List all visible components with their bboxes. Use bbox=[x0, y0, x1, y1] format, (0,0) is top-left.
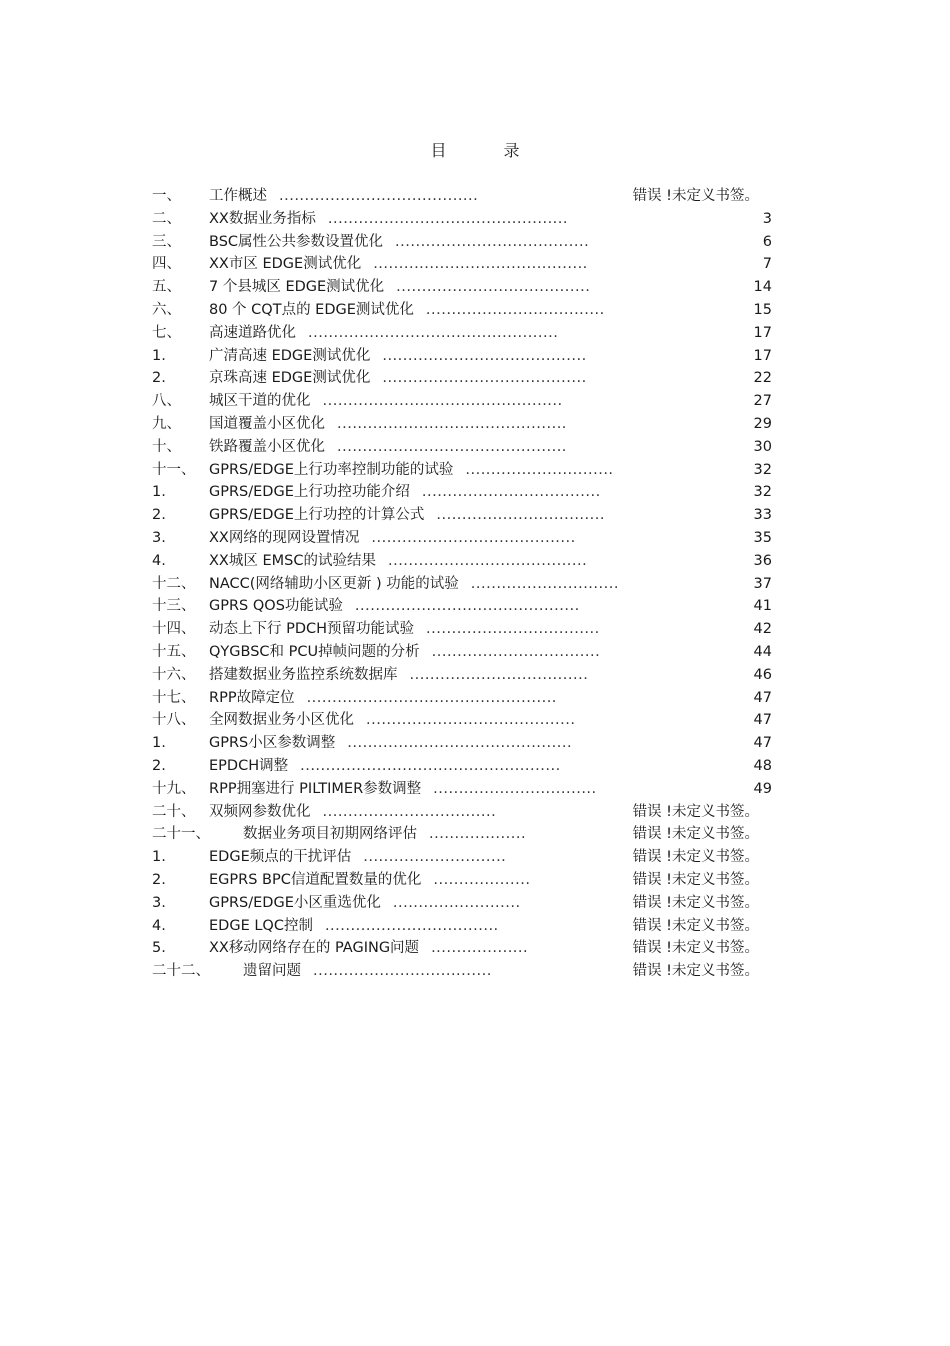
toc-entry[interactable] bbox=[152, 846, 772, 869]
toc-entry[interactable] bbox=[152, 937, 772, 960]
toc-entry-title: QYGBSC和 PCU掉帧问题的分析 bbox=[209, 643, 420, 660]
toc-entry-title-group bbox=[209, 755, 561, 778]
toc-leader-dots: ................................. bbox=[436, 507, 605, 524]
toc-entry-title: XX移动网络存在的 PAGING问题 bbox=[209, 940, 420, 957]
toc-leader-dots: ............................ bbox=[363, 849, 507, 866]
toc-leader-dots: ....................................... bbox=[279, 188, 479, 204]
toc-leader-dots: ............................................ bbox=[347, 735, 573, 752]
toc-entry-title-group bbox=[209, 709, 575, 732]
toc-entry[interactable] bbox=[152, 276, 772, 299]
toc-entry[interactable] bbox=[152, 823, 772, 846]
toc-leader-dots: ......................................... bbox=[366, 712, 576, 729]
toc-entry-number: 六、 bbox=[152, 301, 181, 318]
toc-entry-number: 1. bbox=[152, 484, 166, 501]
toc-entry-number: 十一、 bbox=[152, 461, 196, 478]
toc-leader-dots: .................................. bbox=[324, 917, 499, 934]
toc-entry-title-group bbox=[209, 231, 589, 254]
toc-entry-number: 四、 bbox=[152, 256, 181, 273]
toc-entry[interactable] bbox=[152, 664, 772, 687]
toc-entry-title: GPRS/EDGE小区重选优化 bbox=[209, 894, 381, 911]
toc-entry-page: 47 bbox=[753, 689, 772, 706]
toc-entry[interactable] bbox=[152, 595, 772, 618]
toc-entry-number: 1. bbox=[152, 347, 166, 364]
toc-leader-dots: ........................................ bbox=[382, 370, 587, 387]
toc-entry-number: 七、 bbox=[152, 324, 181, 341]
table-of-contents bbox=[152, 185, 772, 983]
toc-entry-number: 5. bbox=[152, 940, 166, 957]
toc-entry-page: 错误 !未定义书签。 bbox=[632, 826, 759, 843]
toc-entry-title-group bbox=[209, 413, 567, 436]
toc-entry-title: EPDCH调整 bbox=[209, 757, 289, 774]
toc-entry[interactable] bbox=[152, 390, 772, 413]
toc-entry[interactable] bbox=[152, 778, 772, 801]
toc-entry[interactable] bbox=[152, 208, 772, 231]
toc-entry-number: 十七、 bbox=[152, 689, 196, 706]
toc-entry-title-group bbox=[209, 390, 563, 413]
toc-entry-number: 3. bbox=[152, 529, 166, 546]
toc-entry-title-group bbox=[209, 687, 557, 710]
toc-entry-number: 二十、 bbox=[152, 803, 196, 820]
toc-entry-title-group bbox=[243, 823, 526, 846]
toc-leader-dots: ................................... bbox=[313, 963, 492, 980]
toc-leader-dots: ............................................. bbox=[337, 438, 567, 455]
toc-entry-title-group bbox=[209, 801, 496, 824]
toc-entry-page: 47 bbox=[753, 712, 772, 729]
toc-title: 目 录 bbox=[430, 141, 546, 160]
toc-leader-dots: ............................................... bbox=[327, 210, 569, 227]
toc-leader-dots: ................................. bbox=[431, 643, 601, 660]
toc-entry-page: 错误 !未定义书签。 bbox=[632, 940, 759, 957]
toc-entry[interactable] bbox=[152, 618, 772, 641]
toc-entry-title: 城区干道的优化 bbox=[209, 393, 311, 410]
toc-entry[interactable] bbox=[152, 322, 772, 345]
toc-leader-dots: ............................. bbox=[470, 575, 619, 592]
toc-entry-title-group bbox=[209, 869, 530, 892]
toc-leader-dots: ........................................ bbox=[371, 529, 576, 546]
toc-entry-number: 十二、 bbox=[152, 575, 196, 592]
toc-entry-page: 错误 !未定义书签。 bbox=[632, 188, 759, 204]
toc-entry-number: 二、 bbox=[152, 210, 181, 227]
toc-leader-dots: ................................................. bbox=[308, 324, 559, 341]
toc-entry[interactable] bbox=[152, 573, 772, 596]
toc-entry-page: 48 bbox=[753, 757, 772, 774]
toc-entry-title: 铁路覆盖小区优化 bbox=[209, 438, 325, 455]
toc-entry-number: 1. bbox=[152, 849, 166, 866]
toc-entry-number: 2. bbox=[152, 757, 166, 774]
toc-entry-title: RPP拥塞进行 PILTIMER参数调整 bbox=[209, 780, 422, 797]
toc-entry[interactable] bbox=[152, 960, 772, 983]
toc-entry-title: BSC属性公共参数设置优化 bbox=[209, 233, 384, 250]
toc-entry-page: 错误 !未定义书签。 bbox=[632, 917, 759, 934]
toc-entry-number: 十六、 bbox=[152, 666, 196, 683]
toc-entry-page: 32 bbox=[753, 461, 772, 478]
toc-entry[interactable] bbox=[152, 892, 772, 915]
toc-entry[interactable] bbox=[152, 709, 772, 732]
toc-leader-dots: ................... bbox=[433, 871, 531, 888]
toc-entry[interactable] bbox=[152, 755, 772, 778]
toc-entry[interactable] bbox=[152, 504, 772, 527]
toc-entry-number: 一、 bbox=[152, 188, 181, 204]
toc-entry-page: 37 bbox=[753, 575, 772, 592]
toc-entry[interactable] bbox=[152, 185, 772, 208]
toc-leader-dots: ............................. bbox=[465, 461, 614, 478]
toc-entry-page: 41 bbox=[753, 598, 772, 615]
toc-entry-page: 6 bbox=[762, 233, 772, 250]
toc-entry-number: 二十二、 bbox=[152, 963, 210, 980]
toc-entry-title-group bbox=[209, 299, 605, 322]
toc-entry-number: 九、 bbox=[152, 415, 181, 432]
toc-entry-page: 36 bbox=[753, 552, 772, 569]
toc-leader-dots: ................................ bbox=[433, 780, 597, 797]
toc-entry-page: 44 bbox=[753, 643, 772, 660]
toc-entry-title-group bbox=[209, 892, 521, 915]
toc-entry-page: 22 bbox=[753, 370, 772, 387]
toc-entry-number: 三、 bbox=[152, 233, 181, 250]
toc-entry-page: 错误 !未定义书签。 bbox=[632, 894, 759, 911]
toc-entry-title: 广清高速 EDGE测试优化 bbox=[209, 347, 371, 364]
toc-entry-page: 15 bbox=[753, 301, 772, 318]
toc-entry-title: 京珠高速 EDGE测试优化 bbox=[209, 370, 371, 387]
toc-entry-title-group bbox=[209, 550, 587, 573]
toc-entry-title: GPRS/EDGE上行功控功能介绍 bbox=[209, 484, 410, 501]
toc-entry-title: GPRS小区参数调整 bbox=[209, 735, 336, 752]
toc-entry-page: 7 bbox=[762, 256, 772, 273]
toc-leader-dots: ............................................ bbox=[354, 598, 580, 615]
toc-entry[interactable] bbox=[152, 299, 772, 322]
toc-entry-title-group bbox=[209, 846, 506, 869]
toc-entry-number: 2. bbox=[152, 871, 166, 888]
toc-entry-title: XX城区 EMSC的试验结果 bbox=[209, 552, 376, 569]
toc-leader-dots: ............................................... bbox=[322, 393, 563, 410]
toc-entry[interactable] bbox=[152, 436, 772, 459]
toc-entry-title: 工作概述 bbox=[209, 188, 267, 204]
toc-entry-number: 十五、 bbox=[152, 643, 196, 660]
toc-leader-dots: ......................... bbox=[392, 894, 521, 911]
toc-entry-number: 二十一、 bbox=[152, 826, 210, 843]
toc-leader-dots: ....................................... bbox=[387, 552, 588, 569]
toc-entry-title-group bbox=[209, 481, 601, 504]
toc-leader-dots: .................................. bbox=[426, 621, 600, 638]
toc-entry-number: 十九、 bbox=[152, 780, 196, 797]
toc-entry-number: 五、 bbox=[152, 279, 181, 296]
toc-entry-page: 33 bbox=[753, 507, 772, 524]
toc-entry-page: 27 bbox=[753, 393, 772, 410]
toc-entry-title-group bbox=[209, 459, 614, 482]
toc-entry-title-group bbox=[209, 527, 576, 550]
toc-leader-dots: ................................................... bbox=[300, 757, 561, 774]
toc-entry[interactable] bbox=[152, 732, 772, 755]
toc-entry-page: 29 bbox=[753, 415, 772, 432]
toc-leader-dots: ................................... bbox=[409, 666, 589, 683]
toc-entry-title: EDGE频点的干扰评估 bbox=[209, 849, 352, 866]
toc-entry-number: 2. bbox=[152, 507, 166, 524]
toc-entry[interactable] bbox=[152, 231, 772, 254]
toc-entry-title: 搭建数据业务监控系统数据库 bbox=[209, 666, 398, 683]
toc-entry-title: 数据业务项目初期网络评估 bbox=[243, 826, 417, 843]
toc-entry-title-group bbox=[209, 937, 528, 960]
toc-entry[interactable] bbox=[152, 869, 772, 892]
toc-entry-page: 46 bbox=[753, 666, 772, 683]
toc-entry-title: XX市区 EDGE测试优化 bbox=[209, 256, 362, 273]
toc-entry-title: 全网数据业务小区优化 bbox=[209, 712, 354, 729]
toc-leader-dots: ...................................... bbox=[396, 279, 591, 296]
toc-entry-number: 2. bbox=[152, 370, 166, 387]
toc-entry-page: 错误 !未定义书签。 bbox=[632, 963, 759, 980]
toc-leader-dots: ................................... bbox=[421, 484, 601, 501]
toc-entry-title-group bbox=[243, 960, 492, 983]
toc-entry-title-group bbox=[209, 345, 587, 368]
toc-entry[interactable] bbox=[152, 253, 772, 276]
toc-entry-page: 17 bbox=[753, 347, 772, 364]
toc-entry[interactable] bbox=[152, 481, 772, 504]
toc-entry[interactable] bbox=[152, 550, 772, 573]
toc-entry-title: XX数据业务指标 bbox=[209, 210, 316, 227]
toc-entry-title: 国道覆盖小区优化 bbox=[209, 415, 325, 432]
toc-leader-dots: .......................................... bbox=[373, 256, 588, 273]
toc-entry-title-group bbox=[209, 367, 587, 390]
toc-entry[interactable] bbox=[152, 527, 772, 550]
toc-entry-title: 遗留问题 bbox=[243, 963, 301, 980]
toc-entry-title-group bbox=[209, 664, 588, 687]
toc-entry-title: 7 个县城区 EDGE测试优化 bbox=[209, 279, 385, 296]
toc-entry-title-group bbox=[209, 436, 567, 459]
toc-entry-title: GPRS/EDGE上行功率控制功能的试验 bbox=[209, 461, 454, 478]
toc-entry-number: 4. bbox=[152, 917, 166, 934]
toc-entry-title: 双频网参数优化 bbox=[209, 803, 311, 820]
toc-entry-page: 42 bbox=[753, 621, 772, 638]
toc-entry-title-group bbox=[209, 185, 478, 208]
toc-entry-title: RPP故障定位 bbox=[209, 689, 295, 706]
toc-entry-title-group bbox=[209, 322, 558, 345]
toc-entry-page: 错误 !未定义书签。 bbox=[632, 871, 759, 888]
toc-entry-title: EDGE LQC控制 bbox=[209, 917, 313, 934]
toc-entry-title-group bbox=[209, 732, 572, 755]
toc-leader-dots: ........................................ bbox=[382, 347, 587, 364]
toc-entry-page: 错误 !未定义书签。 bbox=[632, 803, 759, 820]
toc-entry-number: 十八、 bbox=[152, 712, 196, 729]
toc-leader-dots: ...................................... bbox=[395, 233, 590, 250]
toc-entry-title: 高速道路优化 bbox=[209, 324, 296, 341]
toc-entry-number: 八、 bbox=[152, 393, 181, 410]
toc-entry-title-group bbox=[209, 253, 588, 276]
toc-entry[interactable] bbox=[152, 413, 772, 436]
toc-entry-title-group bbox=[209, 915, 499, 938]
toc-entry-number: 1. bbox=[152, 735, 166, 752]
toc-entry-page: 47 bbox=[753, 735, 772, 752]
toc-entry-page: 错误 !未定义书签。 bbox=[632, 849, 759, 866]
toc-entry-title: GPRS/EDGE上行功控的计算公式 bbox=[209, 507, 425, 524]
toc-entry-title: XX网络的现网设置情况 bbox=[209, 529, 360, 546]
toc-entry-title-group bbox=[209, 208, 568, 231]
toc-entry-number: 4. bbox=[152, 552, 166, 569]
toc-leader-dots: ............................................. bbox=[337, 415, 567, 432]
toc-leader-dots: ................... bbox=[431, 940, 529, 957]
toc-entry-title-group bbox=[209, 276, 590, 299]
toc-entry-number: 3. bbox=[152, 894, 166, 911]
toc-entry-title-group bbox=[209, 641, 600, 664]
toc-entry-title-group bbox=[209, 778, 597, 801]
toc-leader-dots: .................................. bbox=[322, 803, 497, 820]
toc-entry-number: 十、 bbox=[152, 438, 181, 455]
toc-entry[interactable] bbox=[152, 641, 772, 664]
toc-entry[interactable] bbox=[152, 345, 772, 368]
toc-entry-title: EGPRS BPC信道配置数量的优化 bbox=[209, 871, 422, 888]
toc-entry-page: 35 bbox=[753, 529, 772, 546]
toc-entry[interactable] bbox=[152, 915, 772, 938]
toc-entry-title: NACC(网络辅助小区更新 ) 功能的试验 bbox=[209, 575, 459, 592]
toc-entry-title: 80 个 CQT点的 EDGE测试优化 bbox=[209, 301, 414, 318]
toc-entry-title: 动态上下行 PDCH预留功能试验 bbox=[209, 621, 415, 638]
toc-entry-page: 17 bbox=[753, 324, 772, 341]
toc-entry-title: GPRS QOS功能试验 bbox=[209, 598, 343, 615]
toc-leader-dots: ................................... bbox=[425, 301, 605, 318]
toc-entry[interactable] bbox=[152, 459, 772, 482]
toc-leader-dots: ................... bbox=[429, 826, 527, 843]
toc-entry-title-group bbox=[209, 618, 600, 641]
toc-entry-page: 3 bbox=[762, 210, 772, 227]
toc-entry[interactable] bbox=[152, 801, 772, 824]
toc-entry-page: 30 bbox=[753, 438, 772, 455]
toc-entry-page: 49 bbox=[753, 780, 772, 797]
toc-leader-dots: ................................................. bbox=[306, 689, 557, 706]
toc-entry-title-group bbox=[209, 595, 580, 618]
toc-entry-page: 32 bbox=[753, 484, 772, 501]
toc-entry-number: 十三、 bbox=[152, 598, 196, 615]
toc-entry-number: 十四、 bbox=[152, 621, 196, 638]
toc-entry-page: 14 bbox=[753, 279, 772, 296]
toc-entry-title-group bbox=[209, 573, 619, 596]
toc-entry[interactable] bbox=[152, 687, 772, 710]
toc-entry[interactable] bbox=[152, 367, 772, 390]
toc-entry-title-group bbox=[209, 504, 605, 527]
